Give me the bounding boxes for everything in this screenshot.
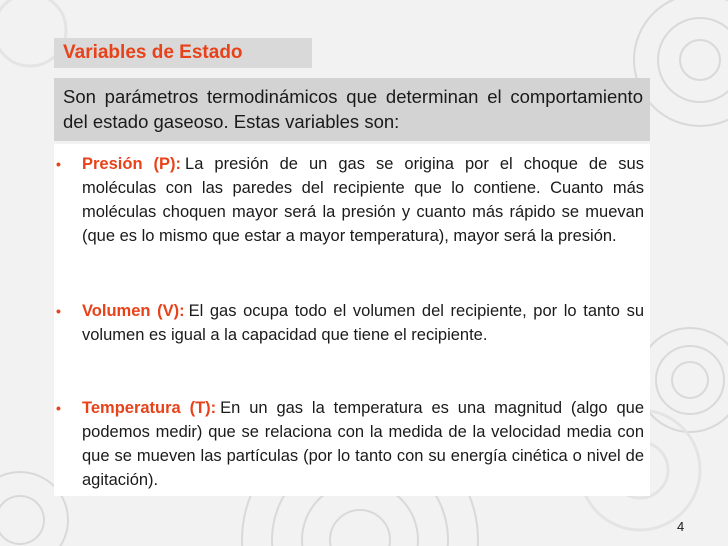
bullet-icon: • [56, 400, 61, 416]
bullet-description: El gas ocupa todo el volumen del recipiente, por lo tanto su volumen es igual a la capacidad que tiene el recipiente. [82, 302, 644, 344]
bullet-list [54, 144, 650, 496]
bullet-icon: • [56, 156, 61, 172]
bullet-term: Presión (P): [82, 155, 182, 173]
intro-box [54, 78, 650, 141]
slide-title: Variables de Estado [63, 42, 243, 63]
bullet-description: En un gas la temperatura es una magnitud (algo que podemos medir) que se relaciona con la medida de la velocidad media con que se mueven las partículas (por lo tanto con su energía cinética o nivel de agitación). [82, 399, 644, 489]
bullet-term: Temperatura (T): [82, 399, 217, 417]
bullet-text [82, 396, 644, 492]
bullet-description: La presión de un gas se origina por el choque de sus moléculas con las paredes del recipiente que lo contiene. Cuanto más moléculas choquen mayor será la presión y cuanto más rápido se muevan (que es lo mismo que estar a mayor temperatura), mayor será la presión. [82, 155, 644, 245]
bullet-term: Volumen (V): [82, 302, 185, 320]
bullet-text [82, 299, 644, 347]
title-box [54, 38, 312, 68]
bullet-icon: • [56, 303, 61, 319]
bullet-text [82, 152, 644, 248]
intro-text: Son parámetros termodinámicos que determinan el comportamiento del estado gaseoso. Estas variables son: [63, 86, 643, 132]
page-number: 4 [677, 519, 685, 534]
